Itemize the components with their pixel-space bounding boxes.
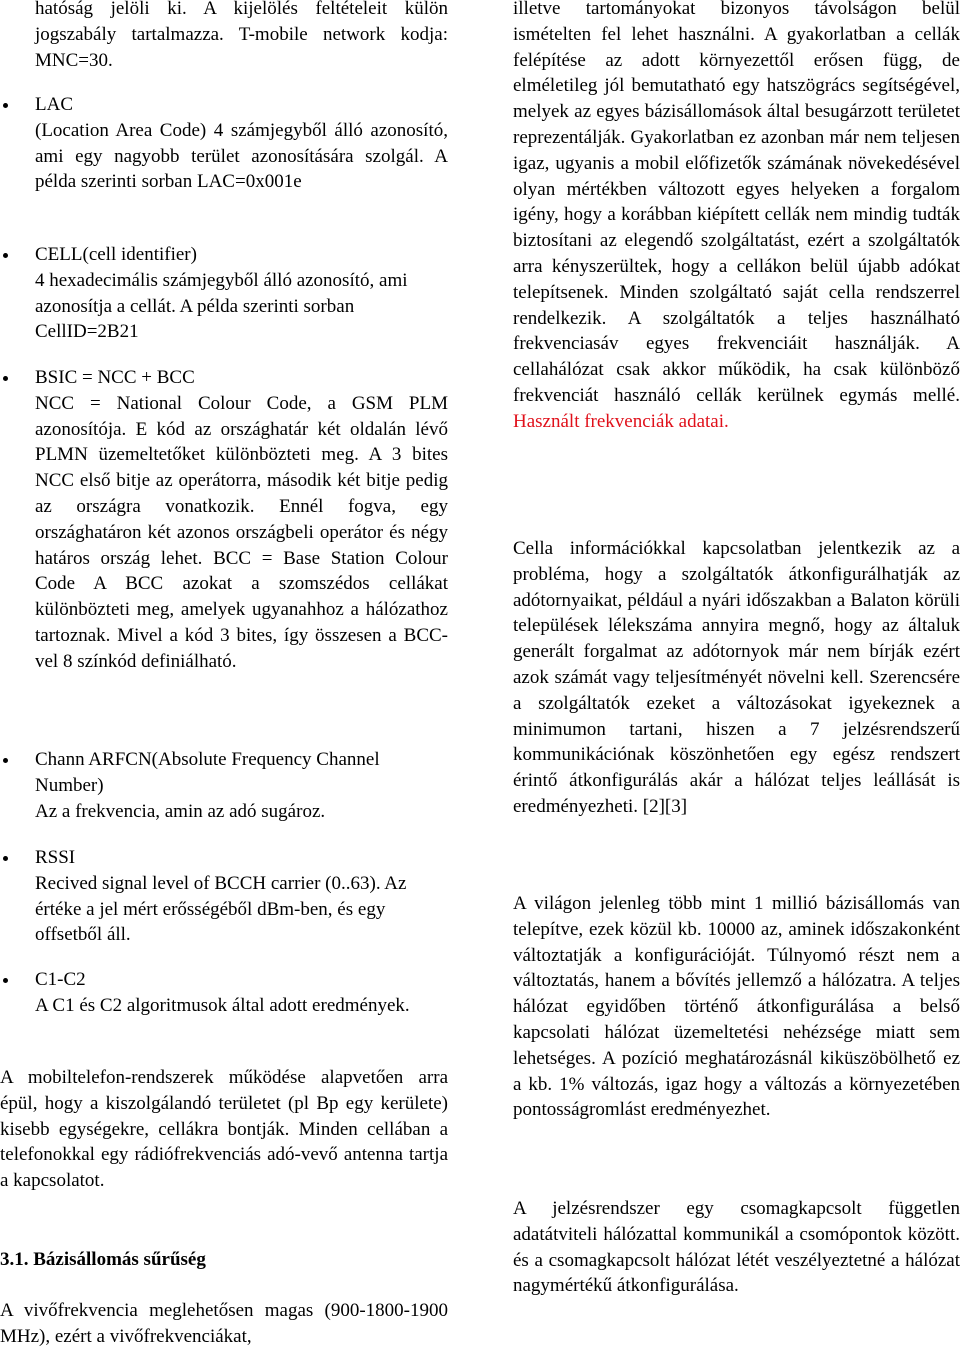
- intro-continuation: hatóság jelöli ki. A kijelölés feltételeit külön jogszabály tartalmazza. T-mobile network kodja: MNC=30.: [35, 0, 448, 71]
- list-item-title: C1-C2: [35, 969, 86, 990]
- paragraph-frequency-reuse-text: illetve tartományokat bizonyos távolságon belül ismételten fel lehet használni. A gyakorlatban a cellák felépítése az adott környezettől erősen függ, de elméletileg jól bemutatható egy hatszögrács segítségével, melyek az egyes bázisállomások által besugárzott területet reprezentálják. Gyakorlatban ez azonban már nem teljesen igaz, ugyanis a mobil előfizetők számának növekedésével olyan mértékben változott egyes helyeken a forgalom igény, hogy a korábban kiépített cellák nem mindig tudták biztosítani az elegendő szolgáltatást, ezért a szolgáltatók arra kényszerültek, hogy a cellákon belül újabb adókat telepítsenek. Minden szolgáltató saját cella rendszerrel rendelkezik. A szolgáltatók a teljes használható frekvenciasáv egyes frekvenciáit használják. A cellahálózat csak akkor működik, ha csak különböző frekvenciát használó cellák kerülnek egymás mellé.: [513, 0, 960, 406]
- list-item-bsic: [0, 365, 448, 675]
- list-item-body: (Location Area Code) 4 számjegyből álló azonosító, ami egy nagyobb terület azonosítására szolgál. A példa szerinti sorban LAC=0x001e: [35, 119, 448, 193]
- list-item-arfcn: [0, 747, 448, 824]
- list-item-title: BSIC = NCC + BCC: [35, 367, 195, 388]
- bullet-icon: [3, 376, 8, 381]
- list-item-title: LAC: [35, 94, 73, 115]
- paragraph-carrier-frequency: A vivőfrekvencia meglehetősen magas (900-1800-1900 MHz), ezért a vivőfrekvenciákat,: [0, 1300, 448, 1347]
- list-item-body: Az a frekvencia, amin az adó sugároz.: [35, 800, 326, 822]
- bullet-icon: [3, 103, 8, 108]
- paragraph-frequency-reuse: [513, 0, 960, 435]
- list-item-cell: [0, 242, 448, 345]
- list-item-body: 4 hexadecimális számjegyből álló azonosító, ami azonosítja a cellát. A példa szerinti sorban CellID=2B21: [35, 269, 408, 343]
- list-item-body: Recived signal level of BCCH carrier (0..63). Az értéke a jel mért erősségéből dBm-ben, és egy offsetből áll.: [35, 872, 407, 946]
- list-item-title: RSSI: [35, 847, 76, 868]
- bullet-icon: [3, 978, 8, 983]
- list-item-rssi: [0, 845, 448, 948]
- section-heading: 3.1. Bázisállomás sűrűség: [0, 1249, 206, 1270]
- list-item-lac: [0, 92, 448, 195]
- used-frequencies-link[interactable]: Használt frekvenciák adatai.: [513, 410, 729, 432]
- paragraph-signaling-system: A jelzésrendszer egy csomagkapcsolt független adatátviteli hálózattal kommunikál a csomópontok között. és a csomagkapcsolt hálózat létét veszélyeztetné a hálózat nagymértékű átkonfigurálása.: [513, 1198, 960, 1297]
- list-item-title: Chann ARFCN(Absolute Frequency Channel Number): [35, 749, 380, 796]
- paragraph-mobile-systems: A mobiltelefon-rendszerek működése alapvetően arra épül, hogy a kiszolgálandó területet (pl Bp egy kerülete) kisebb egységekre, cellákra bontják. Minden cellában a telefonokkal egy rádiófrekvenciás adó-vevő antenna tartja a kapcsolatot.: [0, 1067, 448, 1192]
- bullet-icon: [3, 253, 8, 258]
- list-item-title: CELL(cell identifier): [35, 244, 197, 265]
- bullet-icon: [3, 758, 8, 763]
- paragraph-base-station-count: A világon jelenleg több mint 1 millió bázisállomás van telepítve, ezek közül kb. 10000 az, aminek időszakonként változtatják a konfigurációját. Túlnyomó részt nem a változtatás, hanem a bővítés jellemző a hálózatra. A teljes hálózat egyidőben történő átkonfigurálása a belső kapcsolati hálózat üzemeltetési nehézsége miatt sem lehetséges. A pozíció meghatározásnál kiküszöbölhető ez a kb. 1% változás, igaz hogy a változás a környezetében pontosságromlást eredményezhet.: [513, 893, 960, 1121]
- paragraph-cell-reconfiguration: Cella információkkal kapcsolatban jelentkezik az a probléma, hogy a szolgáltatók átkonfigurálhatják az adótornyaikat, például a nyári időszakban a Balaton körüli települések lélekszáma annyira megnő, hogy az általuk generált forgalmat az adótornyok már nem bírják ezért azok számát vagy teljesítményét növelni kell. Szerencsére a szolgáltatók ezeket a változásokat igyekeznek a minimumon tartani, hiszen a 7 jelzésrendszerű kommunikációnak köszönhetően egy egész rendszert érintő átkonfigurálás akár a hálózat teljes leállását is eredményezheti. [2][3]: [513, 538, 960, 817]
- list-item-body: NCC = National Colour Code, a GSM PLM azonosítója. E kód az országhatár két oldalán lévő PLMN üzemeltetőket különbözteti meg. A 3 bites NCC első bitje az operátorra, második két bitje pedig az országra vonatkozik. Ennél fogva, egy országhatáron két azonos országbeli operátor és négy határos ország lehet. BCC = Base Station Colour Code A BCC azokat a szomszédos cellákat különbözteti meg, amelyek ugyanahhoz a hálózathoz tartoznak. Mivel a kód 3 bites, így összesen a BCC-vel 8 színkód definiálható.: [35, 392, 448, 672]
- list-item-body: A C1 és C2 algoritmusok által adott eredmények.: [35, 994, 410, 1016]
- list-item-c1c2: [0, 967, 448, 1019]
- bullet-icon: [3, 856, 8, 861]
